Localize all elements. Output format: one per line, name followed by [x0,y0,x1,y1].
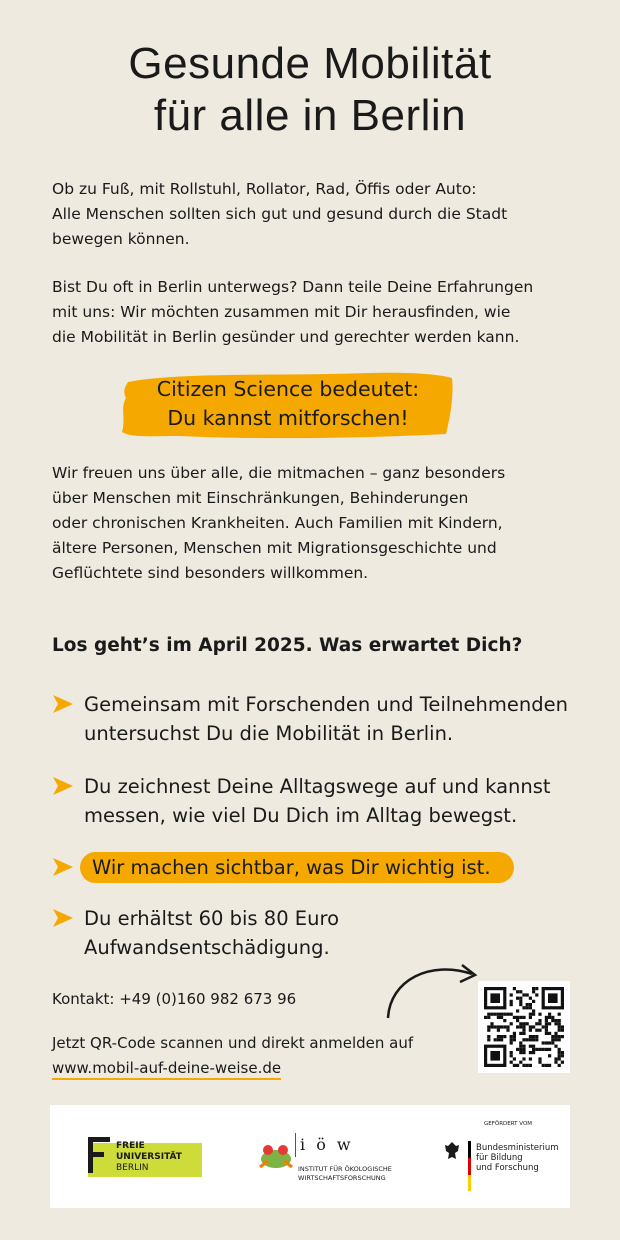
highlight-pill [80,852,514,883]
curved-arrow-icon [380,950,490,1030]
arrow-bullet-icon [52,908,74,928]
website-link[interactable]: www.mobil-auf-deine-weise.de [52,1059,281,1080]
citizen-science-banner [120,368,456,442]
intro-paragraph-2: Bist Du oft in Berlin unterwegs? Dann teile Deine Erfahrungen mit uns: Wir möchten zusammen mit Dir herausfinden, wie die Mobilität in Berlin gesünder und gerechter werden kann. [52,278,534,346]
fu-logo-text: FREIE UNIVERSITÄT BERLIN [116,1141,182,1173]
partner-logos [50,1105,570,1208]
title-line-2: für alle in Berlin [153,91,467,140]
bmbf-funded-label: GEFÖRDERT VOM [484,1121,533,1127]
frog-logo [256,1137,296,1173]
banner-line-1: Citizen Science bedeutet: [156,377,420,401]
iow-logo-text: i ö w [300,1135,354,1154]
contact-phone: Kontakt: +49 (0)160 982 673 96 [52,990,297,1008]
welcome-paragraph: Wir freuen uns über alle, die mitmachen – ganz besonders über Menschen mit Einschränkungen, Behinderungen oder chronischen Krankheiten. Auch Familien mit Kindern, ältere Personen, Menschen mit Migrationsgeschichte und Geflüchtete sind besonders willkommen. [52,464,506,582]
highlight-text: Wir machen sichtbar, was Dir wichtig ist. [92,856,491,879]
cta-text: Jetzt QR-Code scannen und direkt anmelden auf [52,1034,414,1052]
federal-eagle-icon [444,1141,460,1161]
intro-paragraph-1: Ob zu Fuß, mit Rollstuhl, Rollator, Rad, Öffis oder Auto: Alle Menschen sollten sich gut und gesund durch die Stadt bewegen können. [52,180,508,248]
page-title [0,38,620,142]
arrow-bullet-icon [52,776,74,796]
divider [295,1133,296,1157]
qr-code[interactable] [478,981,570,1073]
arrow-bullet-icon [52,857,74,877]
title-line-1: Gesunde Mobilität [128,39,492,88]
flag-stripe [468,1141,471,1191]
banner-line-2: Du kannst mitforschen! [167,406,409,430]
bmbf-logo-text: Bundesministerium für Bildung und Forschung [476,1143,559,1173]
iow-subtitle: INSTITUT FÜR ÖKOLOGISCHE WIRTSCHAFTSFORSCHUNG [298,1165,392,1182]
fu-logo-icon [88,1137,112,1173]
qr-code-graphic [478,981,570,1073]
section-heading: Los geht’s im April 2025. Was erwartet Dich? [52,635,523,656]
arrow-bullet-icon [52,694,74,714]
cta-block [52,1031,413,1081]
